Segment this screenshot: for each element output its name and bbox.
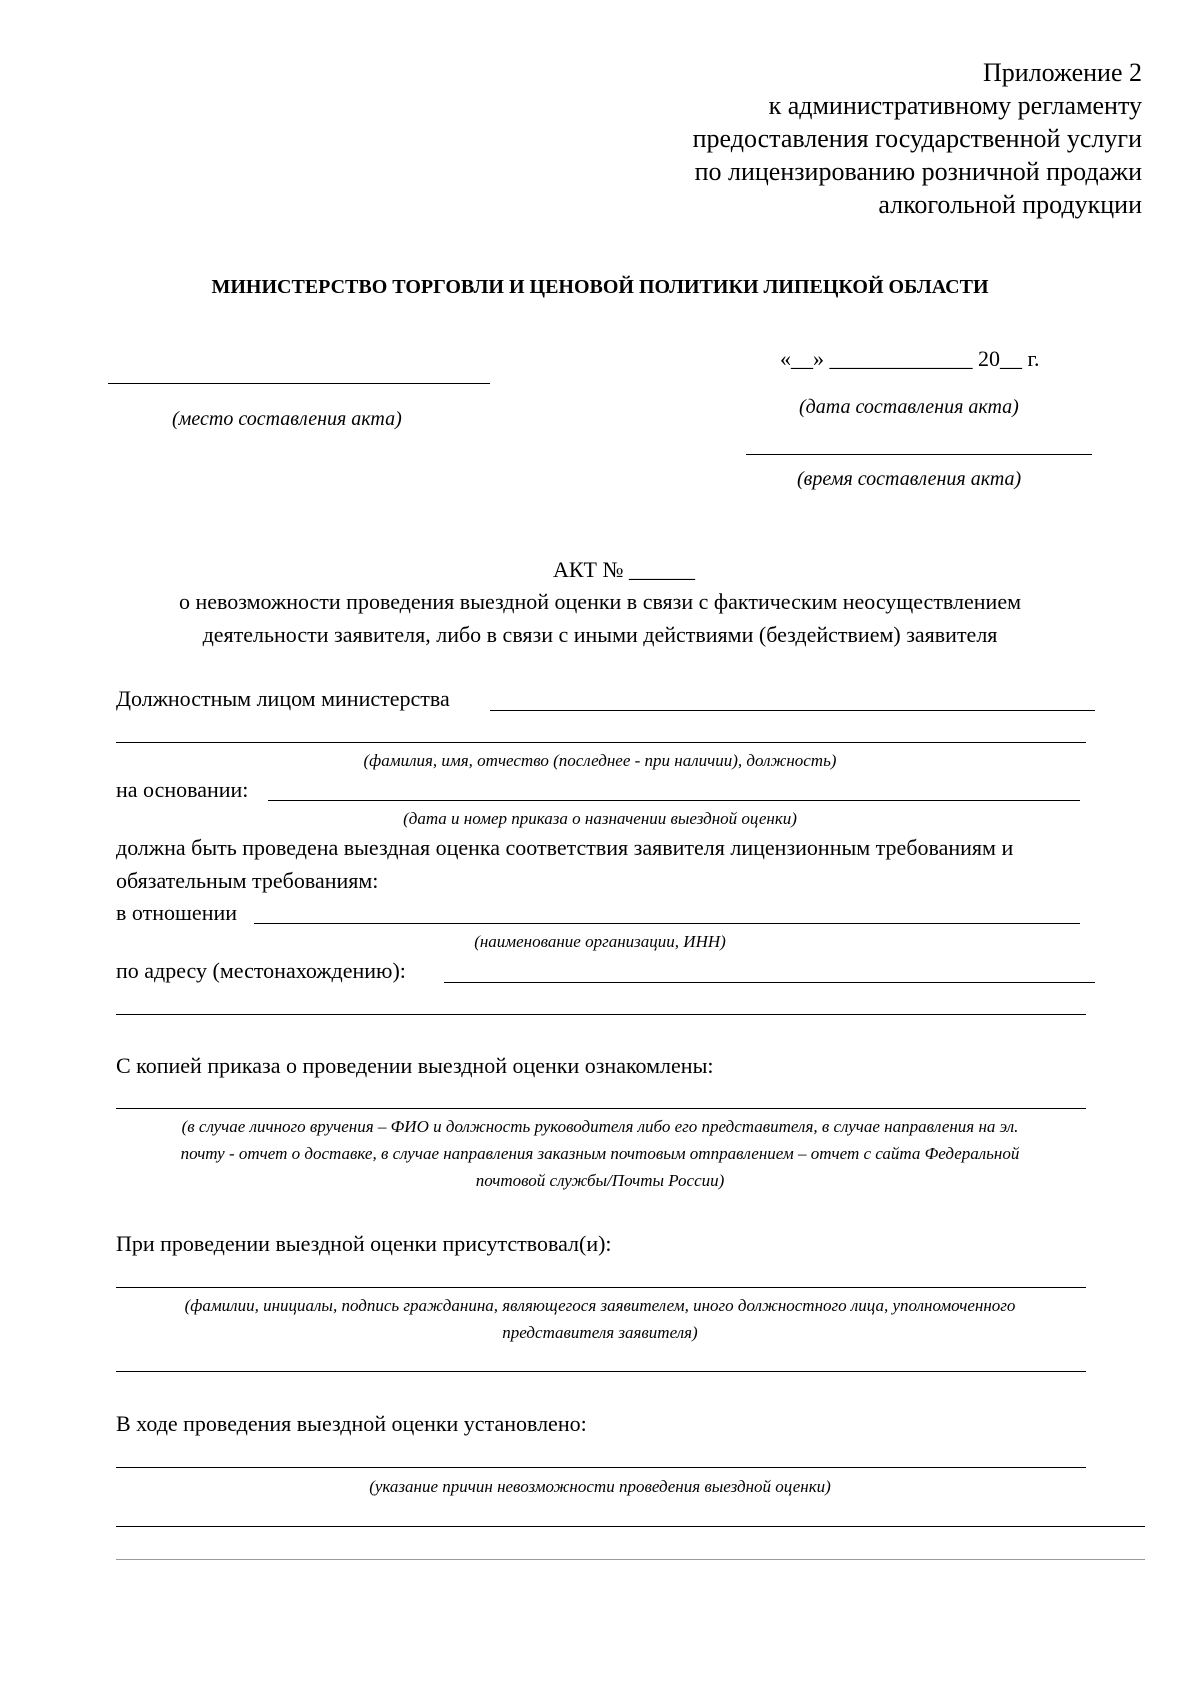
act-number: АКТ № ______ xyxy=(553,557,695,582)
found-field-line-2[interactable] xyxy=(116,1526,1145,1527)
present-label: При проведении выездной оценки присутствовал(и): xyxy=(116,1231,612,1256)
copy-field[interactable] xyxy=(116,1108,1086,1109)
present-field[interactable] xyxy=(116,1287,1086,1288)
appendix-line-2: к административному регламенту xyxy=(768,91,1142,120)
place-caption: (место составления акта) xyxy=(172,408,402,430)
regarding-caption: (наименование организации, ИНН) xyxy=(474,932,726,951)
appendix-line-1: Приложение 2 xyxy=(982,58,1142,87)
copy-caption-1: (в случае личного вручения – ФИО и должность руководителя либо его представителя, в случае направления на эл. xyxy=(181,1117,1019,1136)
address-field-continued[interactable] xyxy=(116,1014,1086,1015)
present-caption-2: представителя заявителя) xyxy=(502,1323,698,1342)
act-subtitle-2: деятельности заявителя, либо в связи с иными действиями (бездействием) заявителя xyxy=(202,622,998,647)
date-line[interactable]: «__» _____________ 20__ г. xyxy=(780,346,1040,371)
time-line[interactable] xyxy=(746,454,1092,455)
copy-caption-2: почту - отчет о доставке, в случае направления заказным почтовым отправлением – отчет с сайта Федеральной xyxy=(180,1144,1020,1163)
present-field-continued[interactable] xyxy=(116,1371,1086,1372)
appendix-line-3: предоставления государственной услуги xyxy=(692,124,1142,153)
address-label: по адресу (местонахождению): xyxy=(116,958,406,983)
assessment-line-2: обязательным требованиям: xyxy=(116,868,379,893)
official-caption: (фамилия, имя, отчество (последнее - при наличии), должность) xyxy=(363,751,837,770)
regarding-label: в отношении xyxy=(116,900,238,925)
basis-label: на основании: xyxy=(116,777,249,802)
found-caption: (указание причин невозможности проведения выездной оценки) xyxy=(369,1477,831,1496)
assessment-line-1: должна быть проведена выездная оценка соответствия заявителя лицензионным требованиям и xyxy=(116,835,1014,860)
present-caption-1: (фамилии, инициалы, подпись гражданина, являющегося заявителем, иного должностного лица, уполномоченного xyxy=(184,1296,1016,1315)
ministry-title: МИНИСТЕРСТВО ТОРГОВЛИ И ЦЕНОВОЙ ПОЛИТИКИ ЛИПЕЦКОЙ ОБЛАСТИ xyxy=(211,276,989,298)
appendix-line-5: алкогольной продукции xyxy=(878,190,1142,219)
basis-caption: (дата и номер приказа о назначении выездной оценки) xyxy=(403,809,797,828)
address-field[interactable] xyxy=(444,982,1095,983)
official-label: Должностным лицом министерства xyxy=(116,686,450,711)
copy-caption-3: почтовой службы/Почты России) xyxy=(475,1171,725,1190)
basis-field[interactable] xyxy=(268,800,1080,801)
time-caption: (время составления акта) xyxy=(797,468,1022,490)
regarding-field[interactable] xyxy=(254,923,1080,924)
place-line[interactable] xyxy=(108,383,490,384)
appendix-line-4: по лицензированию розничной продажи xyxy=(694,157,1142,186)
copy-label: С копией приказа о проведении выездной оценки ознакомлены: xyxy=(116,1053,714,1078)
act-subtitle-1: о невозможности проведения выездной оценки в связи с фактическим неосуществлением xyxy=(178,589,1022,614)
found-field-line-3[interactable] xyxy=(116,1559,1145,1560)
found-field[interactable] xyxy=(116,1467,1086,1468)
official-field-continued[interactable] xyxy=(116,742,1086,743)
date-caption: (дата составления акта) xyxy=(799,396,1019,418)
found-label: В ходе проведения выездной оценки установлено: xyxy=(116,1411,587,1436)
official-field[interactable] xyxy=(490,710,1095,711)
